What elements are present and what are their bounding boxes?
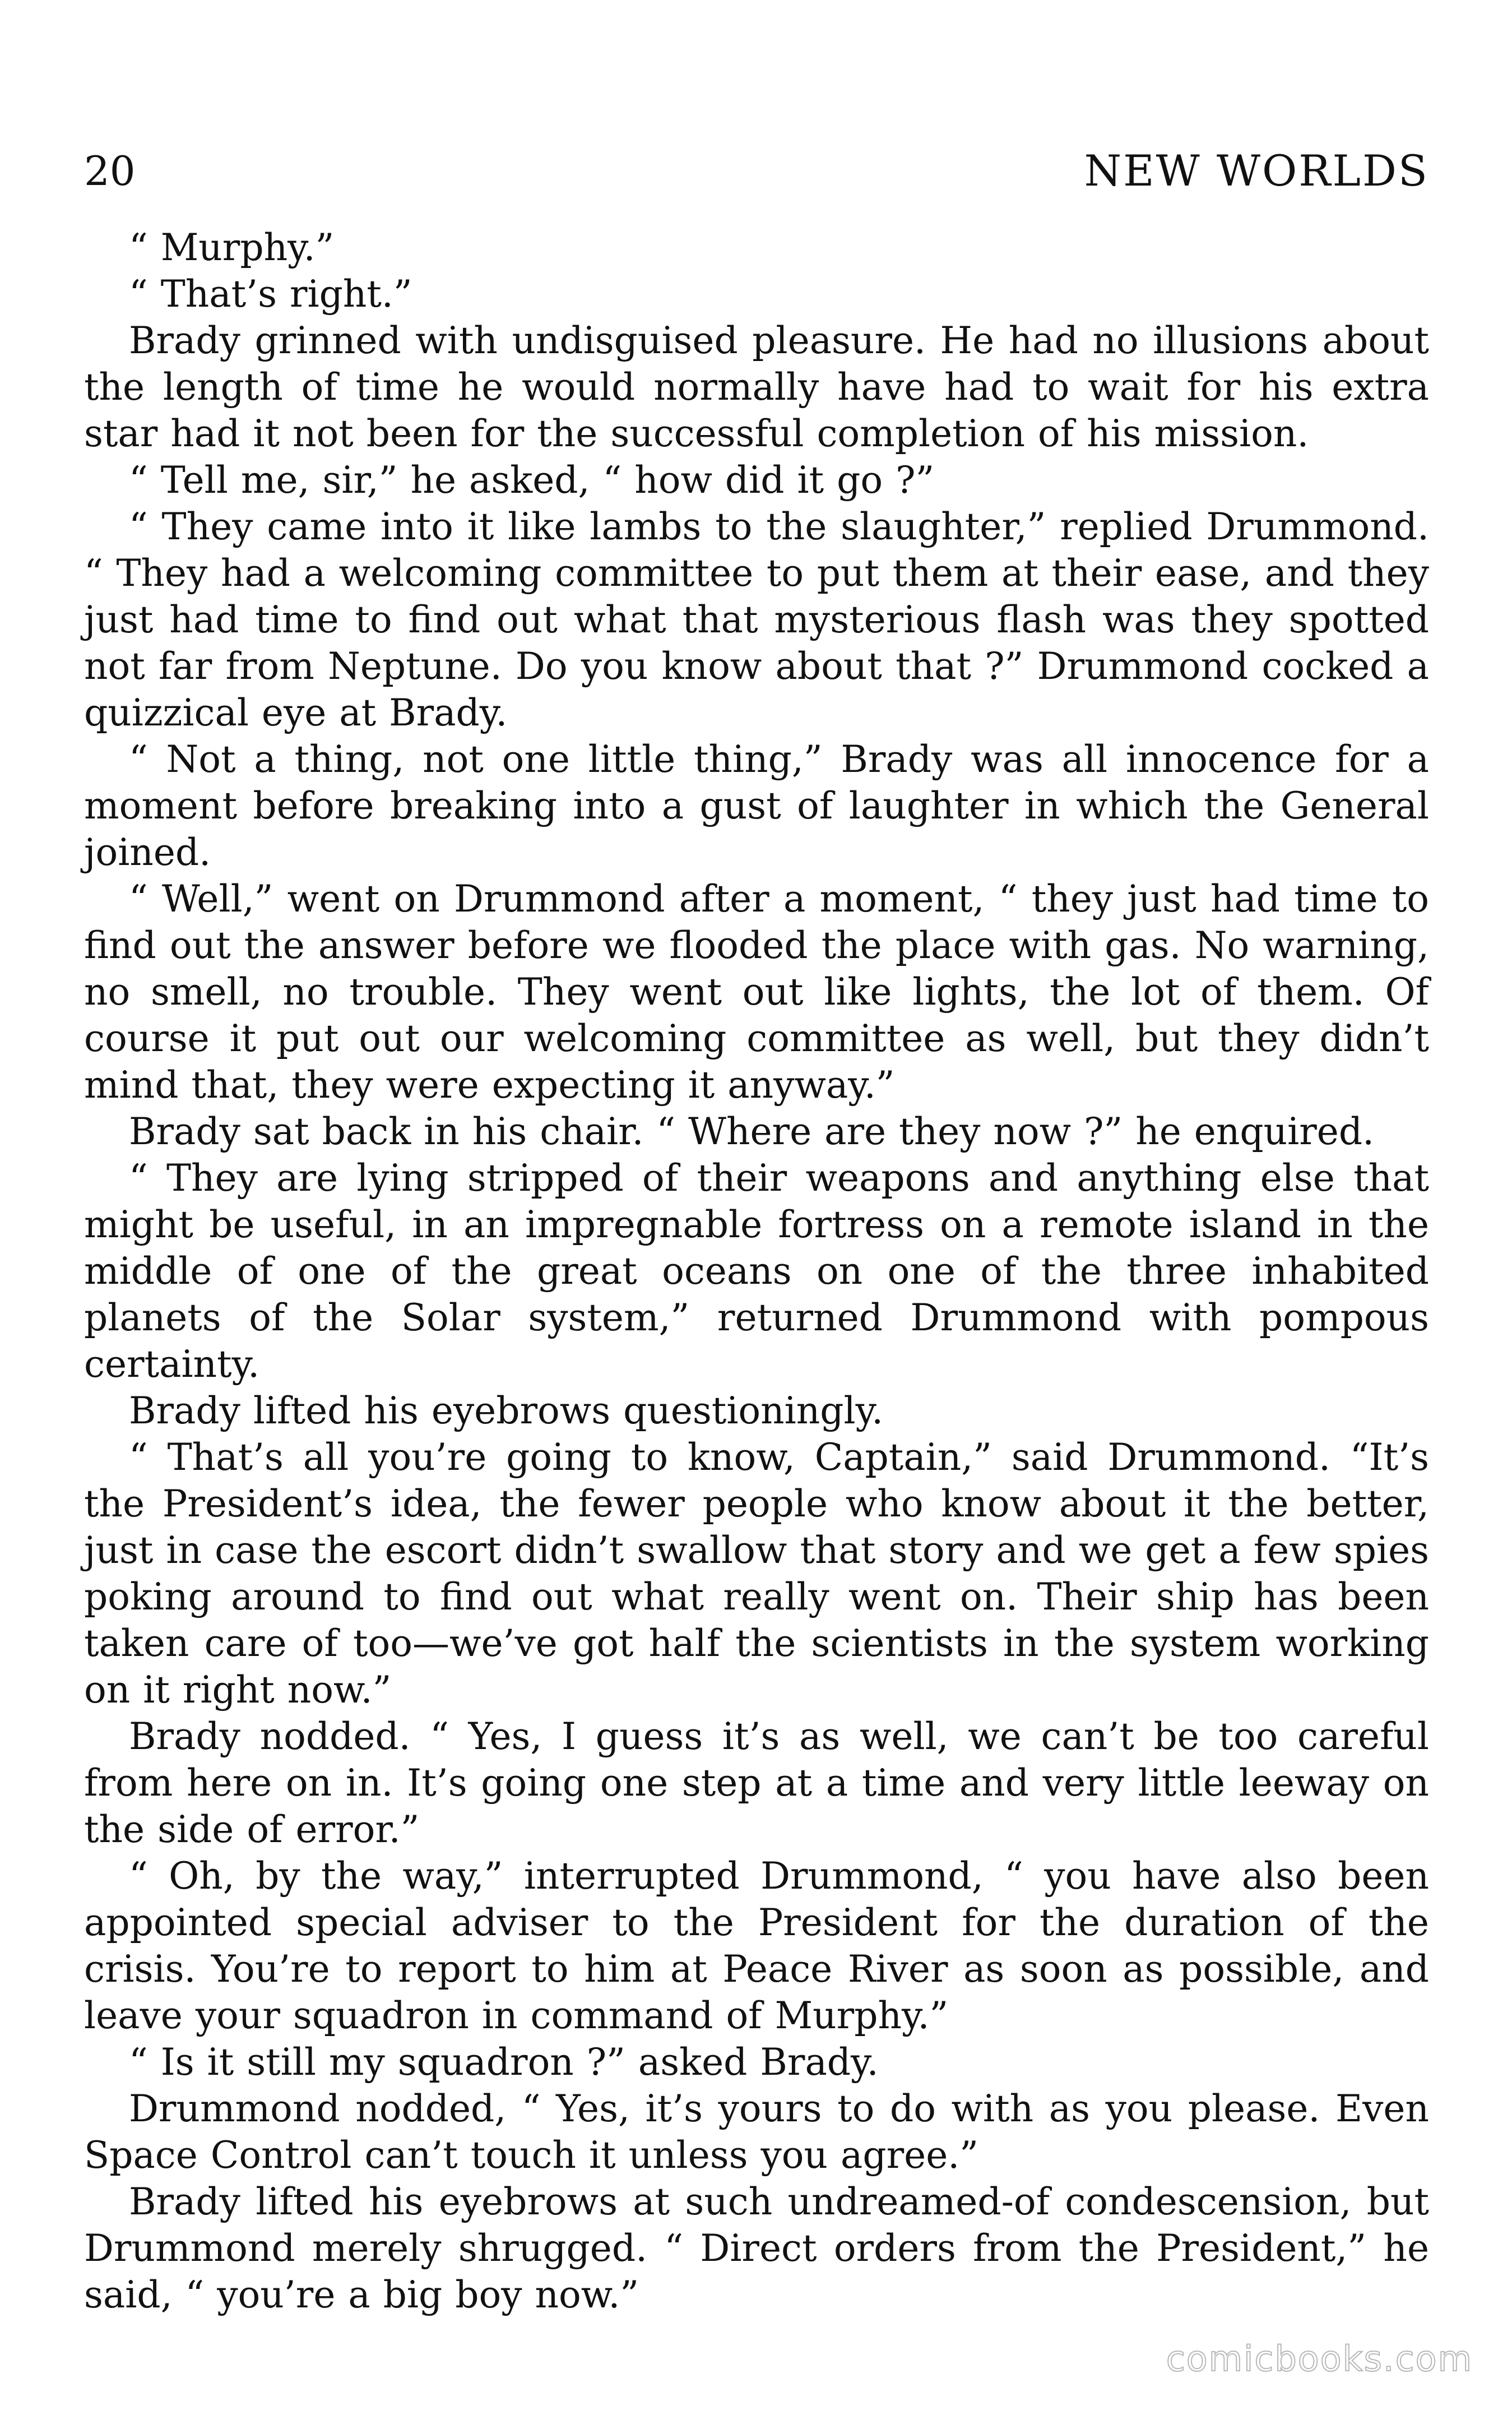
paragraph: Brady grinned with undisguised pleasure. He had no illusions about the length of time he would normally have had to wait for his extra star had it not been for the successful completion of his mission. — [84, 319, 1429, 455]
paragraph: “ That’s right.” — [129, 272, 412, 316]
paragraph: “ Tell me, sir,” he asked, “ how did it go ?” — [129, 459, 935, 502]
paragraph: “ That’s all you’re going to know, Captain,” said Drummond. “It’s the President’s idea, the fewer people who know about it the better, just in case the escort didn’t swallow that story and we get a few spies poking around to find out what really went on. Their ship has been taken care of too—we’ve got half the scientists in the system working on it right now.” — [84, 1436, 1429, 1711]
paragraph: “ Not a thing, not one little thing,” Brady was all innocence for a moment before breaking into a gust of laughter in which the General joined. — [84, 738, 1429, 874]
paragraph: “ Is it still my squadron ?” asked Brady. — [129, 2041, 879, 2084]
paragraph: “ Oh, by the way,” interrupted Drummond, “ you have also been appointed special adviser to the President for the duration of the crisis. You’re to report to him at Peace River as soon as possible, and leave your squadron in command of Murphy.” — [84, 1854, 1429, 2037]
paragraph: “ They are lying stripped of their weapons and anything else that might be useful, in an impregnable fortress on a remote island in the middle of one of the great oceans on one of the three inhabited planets of the Solar system,” returned Drummond with pompous certainty. — [84, 1157, 1429, 1386]
paragraph: “ They came into it like lambs to the slaughter,” replied Drummond. “ They had a welcoming committee to put them at their ease, and they just had time to find out what that mysterious flash was they spotted not far from Neptune. Do you know about that ?” Drummond cocked a quizzical eye at Brady. — [84, 505, 1429, 734]
paragraph: Drummond nodded, “ Yes, it’s yours to do with as you please. Even Space Control can’t touch it unless you agree.” — [84, 2087, 1429, 2177]
paragraph: Brady sat back in his chair. “ Where are they now ?” he enquired. — [129, 1110, 1375, 1153]
watermark: comicbooks.com — [1166, 2338, 1473, 2379]
paragraph: “ Well,” went on Drummond after a moment, “ they just had time to find out the answer before we flooded the place with gas. No warning, no smell, no trouble. They went out like lights, the lot of them. Of course it put out our welcoming committee as well, but they didn’t mind that, they were expecting it anyway.” — [84, 877, 1429, 1107]
body-text — [84, 224, 1429, 2318]
page-header — [84, 140, 1429, 202]
paragraph: Brady lifted his eyebrows questioningly. — [129, 1389, 884, 1432]
paragraph: Brady nodded. “ Yes, I guess it’s as well, we can’t be too careful from here on in. It’s going one step at a time and very little leeway on the side of error.” — [84, 1715, 1429, 1851]
running-head: NEW WORLDS — [1084, 146, 1429, 196]
paragraph: “ Murphy.” — [129, 226, 335, 269]
paragraph: Brady lifted his eyebrows at such undreamed-of condescension, but Drummond merely shrugged. “ Direct orders from the President,” he said, “ you’re a big boy now.” — [84, 2180, 1429, 2316]
page-number: 20 — [84, 147, 136, 195]
